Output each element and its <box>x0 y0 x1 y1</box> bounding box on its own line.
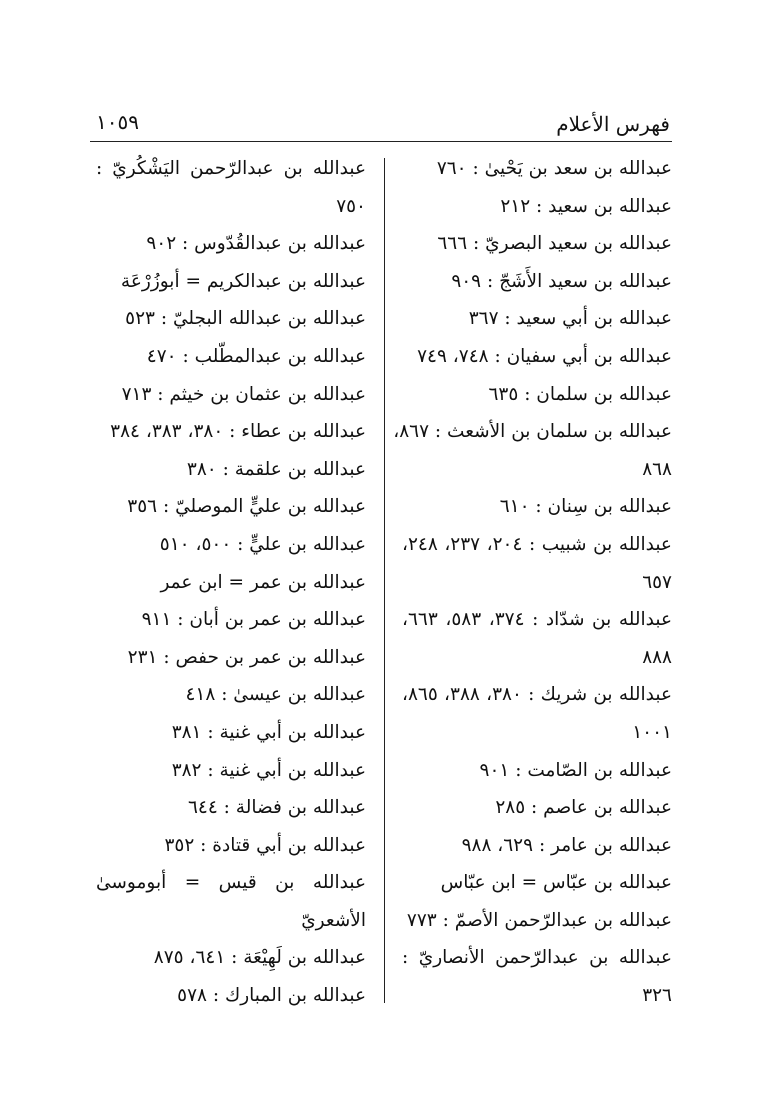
index-entry: عبدالله بن أبي غنية : ٣٨٢ <box>171 759 366 781</box>
index-entry: عبدالله بن سعيد الأَشَجّ : ٩٠٩ <box>451 270 672 292</box>
running-title: فهرس الأعلام <box>556 112 670 136</box>
index-entry: ٧٥٠ <box>336 195 366 217</box>
index-column-right <box>393 150 672 1015</box>
index-entry: الأشعريّ <box>301 909 366 931</box>
index-entry: عبدالله بن شدّاد : ٣٧٤، ٥٨٣، ٦٦٣، <box>402 609 672 631</box>
index-entry: عبدالله بن عامر : ٦٢٩، ٩٨٨ <box>461 834 672 856</box>
index-entry: عبدالله بن أبي قتادة : ٣٥٢ <box>164 834 366 856</box>
header-rule <box>90 141 672 142</box>
index-entry: عبدالله بن أبي غنية : ٣٨١ <box>171 721 366 743</box>
index-entry: عبدالله بن شريك : ٣٨٠، ٣٨٨، ٨٦٥، <box>402 684 672 706</box>
index-entry: عبدالله بن لَهِيْعَة : ٦٤١، ٨٧٥ <box>153 947 366 969</box>
index-entry: عبدالله بن شبيب : ٢٠٤، ٢٣٧، ٢٤٨، <box>402 533 672 555</box>
index-entry: عبدالله بن عبدالرّحمن الأصمّ : ٧٧٣ <box>406 909 672 931</box>
index-entry: ٦٥٧ <box>642 571 672 593</box>
index-entry: ٨٨٨ <box>642 646 672 668</box>
index-entry: عبدالله بن سلمان : ٦٣٥ <box>488 383 672 405</box>
index-entry: عبدالله بن عليٍّ : ٥٠٠، ٥١٠ <box>159 533 366 555</box>
index-entry: عبدالله بن المبارك : ٥٧٨ <box>177 985 366 1007</box>
index-entry: عبدالله بن سعيد البصريّ : ٦٦٦ <box>437 233 672 255</box>
index-entry: عبدالله بن أبي سعيد : ٣٦٧ <box>468 308 672 330</box>
index-column-left <box>96 150 366 1015</box>
index-entry: عبدالله بن عيسىٰ : ٤١٨ <box>185 684 366 706</box>
index-entry: عبدالله بن عثمان بن خيثم : ٧١٣ <box>121 383 366 405</box>
index-entry: ٨٦٨ <box>642 458 672 480</box>
index-entry: عبدالله بن عبدالكريم = أبوزُرْعَة <box>120 270 366 292</box>
index-entry: عبدالله بن عطاء : ٣٨٠، ٣٨٣، ٣٨٤ <box>110 421 366 443</box>
index-entry: ٣٢٦ <box>642 985 672 1007</box>
index-entry: عبدالله بن عبدالرّحمن الأنصاريّ : <box>402 947 672 969</box>
index-entry: عبدالله بن عمر بن أبان : ٩١١ <box>141 609 366 631</box>
index-entry: عبدالله بن أبي سفيان : ٧٤٨، ٧٤٩ <box>417 345 672 367</box>
index-entry: عبدالله بن عبدالمطّلب : ٤٧٠ <box>146 345 366 367</box>
index-entry: عبدالله بن عمر = ابن عمر <box>160 571 366 593</box>
index-entry: عبدالله بن عبّاس = ابن عبّاس <box>440 872 672 894</box>
index-entry: عبدالله بن قيس = أبوموسىٰ <box>96 872 366 894</box>
index-entry: عبدالله بن الصّامت : ٩٠١ <box>479 759 672 781</box>
column-divider <box>384 158 385 1003</box>
index-entry: عبدالله بن فضالة : ٦٤٤ <box>187 797 366 819</box>
index-entry: عبدالله بن سعيد : ٢١٢ <box>500 195 672 217</box>
index-entry: عبدالله بن سعد بن يَحْيىٰ : ٧٦٠ <box>436 158 672 179</box>
index-entry: عبدالله بن عبدالرّحمن اليَشْكُريّ : <box>96 158 366 179</box>
index-entry: عبدالله بن عاصم : ٢٨٥ <box>495 797 672 819</box>
index-entry: عبدالله بن سلمان بن الأشعث : ٨٦٧، <box>393 421 672 443</box>
index-entry: عبدالله بن عليٍّ الموصليّ : ٣٥٦ <box>127 496 366 518</box>
index-entry: عبدالله بن سِنان : ٦١٠ <box>499 496 672 518</box>
page-number: ١٠٥٩ <box>96 110 139 134</box>
index-entry: عبدالله بن عبدالقُدّوس : ٩٠٢ <box>146 233 366 255</box>
index-entry: عبدالله بن عبدالله البجليّ : ٥٢٣ <box>125 308 366 330</box>
index-entry: عبدالله بن علقمة : ٣٨٠ <box>186 458 366 480</box>
index-entry: عبدالله بن عمر بن حفص : ٢٣١ <box>127 646 366 668</box>
page-header <box>90 108 670 138</box>
index-entry: ١٠٠١ <box>632 721 672 743</box>
